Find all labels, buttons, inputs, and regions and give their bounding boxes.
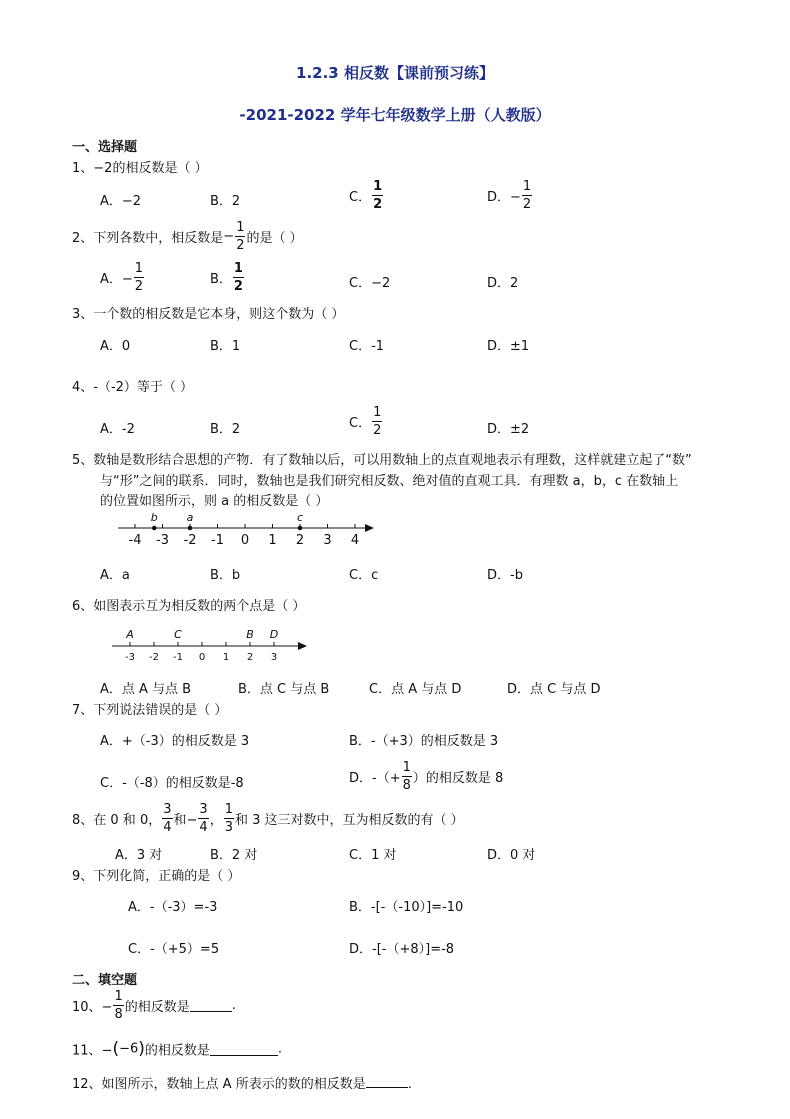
q10-end: . [231, 998, 236, 1013]
axis-tick-label: 0 [240, 533, 250, 548]
q3-option-a: A．0 [100, 339, 131, 354]
axis-point-dot [188, 526, 193, 531]
q12-answer-blank[interactable] [366, 1075, 408, 1088]
q1-option-b: B．2 [210, 194, 241, 209]
q8-fraction-3 [224, 803, 234, 834]
fraction-numerator: 3 [199, 802, 208, 817]
q4-option-c-fraction [372, 406, 382, 437]
q10-prefix: 10、− [72, 1000, 113, 1015]
q8-fraction-2 [198, 803, 208, 834]
fraction-numerator: 1 [114, 989, 123, 1004]
fraction-numerator: 1 [224, 802, 233, 817]
question-12 [72, 1073, 412, 1092]
q2-option-d: D．2 [487, 276, 519, 291]
q1-option-a: A．−2 [100, 194, 142, 209]
q4-option-d: D．±2 [487, 422, 530, 437]
q6-option-d: D．点 C 与点 D [507, 682, 601, 697]
fraction-denominator: 2 [233, 279, 243, 294]
q5-option-d: D．-b [487, 568, 523, 583]
fraction-numerator: 1 [522, 179, 532, 194]
question-7-stem: 7、下列说法错误的是（ ） [72, 703, 228, 718]
q12-end: . [407, 1077, 412, 1092]
q6-axis-arrow [298, 642, 307, 650]
q7-option-a: A．+（-3）的相反数是 3 [100, 734, 250, 749]
fraction-denominator: 4 [199, 820, 208, 835]
fraction-denominator: 2 [236, 238, 245, 253]
q2-option-a-fraction [134, 262, 144, 293]
q4-option-c-label: C． [349, 416, 372, 431]
axis-tick-label: 1 [222, 652, 230, 663]
q1-option-d [487, 180, 533, 211]
q11-paren-close: ) [138, 1039, 145, 1059]
q8-fraction-1 [162, 803, 172, 834]
fraction-denominator: 8 [114, 1007, 123, 1022]
q7-option-b: B．-（+3）的相反数是 3 [349, 734, 499, 749]
q7-option-c: C．-（-8）的相反数是-8 [100, 776, 244, 791]
q9-option-a: A．-（-3）=-3 [128, 900, 218, 915]
q9-option-c: C．-（+5）=5 [128, 942, 220, 957]
q4-option-a: A．-2 [100, 422, 135, 437]
q1-option-c [349, 180, 384, 211]
axis-tick-label: -2 [183, 533, 197, 548]
q11-paren-open: ( [112, 1039, 120, 1059]
q1-option-d-label: D．− [487, 190, 521, 205]
q11-end: . [277, 1041, 283, 1057]
q2-option-a [100, 262, 145, 293]
q6-points [125, 628, 278, 641]
fraction-denominator: 8 [402, 778, 411, 793]
axis-tick-label: -3 [156, 533, 169, 548]
fraction-denominator: 2 [522, 197, 532, 212]
axis-tick-label: -3 [125, 652, 135, 663]
section-heading-fill: 二、填空题 [72, 973, 138, 988]
q3-option-d: D．±1 [487, 339, 530, 354]
question-1-stem [72, 157, 208, 176]
fraction-denominator: 3 [224, 820, 233, 835]
q11-prefix: 11、− [72, 1043, 113, 1059]
axis-tick-label: 3 [323, 533, 332, 548]
q10-answer-blank[interactable] [190, 999, 232, 1012]
q11-answer-blank[interactable] [210, 1043, 278, 1056]
section-heading-choice: 一、选择题 [72, 140, 138, 155]
q6-option-b: B．点 C 与点 B [238, 682, 330, 697]
question-2-stem [72, 221, 303, 252]
q6-ticks [125, 642, 277, 663]
q5-option-b: B．b [210, 568, 241, 583]
q10-fraction [113, 990, 123, 1021]
q5-points [151, 511, 303, 530]
axis-tick-label: 1 [268, 533, 277, 548]
q1-option-d-fraction [522, 180, 532, 211]
question-9-stem: 9、下列化简，正确的是（ ） [72, 869, 241, 884]
fraction-numerator: 1 [373, 179, 383, 194]
q6-number-line [108, 624, 313, 664]
fraction-numerator: 1 [373, 405, 382, 420]
q2-option-a-label: A．− [100, 272, 133, 287]
fraction-denominator: 2 [373, 197, 383, 212]
q8-option-a: A．3 对 [115, 848, 163, 863]
q3-option-b: B．1 [210, 339, 241, 354]
q10-suffix: 的相反数是 [124, 1000, 190, 1015]
axis-point-label: D [269, 628, 279, 641]
question-5-line3: 的位置如图所示，则 a 的相反数是（ ） [100, 494, 329, 509]
axis-point-label: B [246, 628, 254, 641]
axis-tick-label: -2 [149, 652, 159, 663]
q8-option-d: D．0 对 [487, 848, 536, 863]
q2-option-b [210, 262, 245, 293]
question-5-line2: 与“形”之间的联系．同时，数轴也是我们研究相反数、绝对值的直观工具．有理数 a，b，c 在数轴上 [100, 474, 679, 489]
q1-option-c-fraction [372, 180, 383, 211]
q8-part3: ， [209, 813, 223, 828]
axis-tick-label: 4 [350, 533, 360, 548]
axis-point-label: A [126, 628, 134, 641]
q8-part4: 和 3 这三对数中，互为相反数的有（ ） [234, 813, 464, 828]
axis-tick-label: 3 [270, 652, 278, 663]
q3-option-c: C．-1 [349, 339, 385, 354]
q4-option-c [349, 406, 383, 437]
axis-tick-label: -4 [128, 533, 142, 548]
q1-prefix: 1、 [72, 161, 94, 176]
fraction-numerator: 1 [236, 220, 245, 235]
q6-option-c: C．点 A 与点 D [369, 682, 462, 697]
axis-tick-label: -1 [211, 533, 224, 548]
q2-option-b-fraction [233, 262, 244, 293]
q5-option-a: A．a [100, 568, 130, 583]
q9-option-b: B．-[-（-10）]=-10 [349, 900, 464, 915]
q12-text: 12、如图所示，数轴上点 A 所表示的数的相反数是 [72, 1077, 366, 1092]
q11-inner: −6 [119, 1041, 139, 1057]
question-5-line1: 5、数轴是数形结合思想的产物．有了数轴以后，可以用数轴上的点直观地表示有理数，这样就建立起了“数” [72, 453, 692, 468]
question-6-stem: 6、如图表示互为相反数的两个点是（ ） [72, 599, 306, 614]
fraction-denominator: 2 [373, 423, 382, 438]
fraction-denominator: 2 [134, 279, 144, 294]
fraction-denominator: 4 [163, 820, 172, 835]
fraction-numerator: 3 [163, 802, 172, 817]
q8-option-b: B．2 对 [210, 848, 258, 863]
q1-option-c-label: C． [349, 190, 372, 205]
question-8-stem [72, 803, 464, 834]
q2-stem-suffix: 的是（ ） [246, 231, 303, 246]
fraction-numerator: 1 [233, 261, 243, 276]
axis-point-label: C [174, 628, 182, 641]
q8-part1: 8、在 0 和 0， [72, 813, 162, 828]
axis-tick-label: 2 [295, 533, 305, 548]
q1-stem-number: −2 [93, 161, 113, 176]
page-title-line1: 1.2.3 相反数【课前预习练】 [296, 64, 494, 82]
q2-stem-prefix: 2、下列各数中，相反数是 [72, 231, 224, 246]
q7-option-d-prefix: D．-（+ [349, 771, 401, 786]
axis-tick-label: -1 [173, 652, 183, 663]
q7-option-d [349, 761, 503, 792]
q2-stem-fraction [235, 221, 245, 252]
axis-point-dot [298, 526, 303, 531]
q2-option-c: C．−2 [349, 276, 391, 291]
q4-option-b: B．2 [210, 422, 241, 437]
axis-tick-label: 0 [198, 652, 206, 663]
q11-suffix: 的相反数是 [144, 1043, 210, 1059]
q1-stem-suffix: 的相反数是（ ） [112, 161, 208, 176]
q8-part2: 和− [173, 813, 198, 828]
question-3-stem: 3、一个数的相反数是它本身，则这个数为（ ） [72, 307, 345, 322]
question-11 [72, 1039, 282, 1059]
q6-option-a: A．点 A 与点 B [100, 682, 192, 697]
q7-option-d-suffix: ）的相反数是 8 [412, 771, 504, 786]
axis-point-dot [152, 526, 157, 531]
fraction-numerator: 1 [134, 261, 144, 276]
q2-option-b-label: B． [210, 272, 232, 287]
axis-tick-label: 2 [246, 652, 254, 663]
page-title-line2: -2021-2022 学年七年级数学上册（人教版） [239, 106, 551, 124]
axis-point-label: a [186, 511, 194, 524]
fraction-numerator: 1 [402, 760, 411, 775]
q5-number-line [110, 506, 380, 548]
question-4-stem: 4、-（-2）等于（ ） [72, 380, 194, 395]
q5-axis-arrow [365, 524, 374, 532]
q8-option-c: C．1 对 [349, 848, 397, 863]
axis-point-label: b [150, 511, 158, 524]
question-10 [72, 990, 236, 1021]
q5-option-c: C．c [349, 568, 379, 583]
q7-option-d-fraction [402, 761, 412, 792]
axis-point-label: c [296, 511, 304, 524]
q9-option-d: D．-[-（+8）]=-8 [349, 942, 455, 957]
q2-stem-minus: − [223, 229, 235, 244]
